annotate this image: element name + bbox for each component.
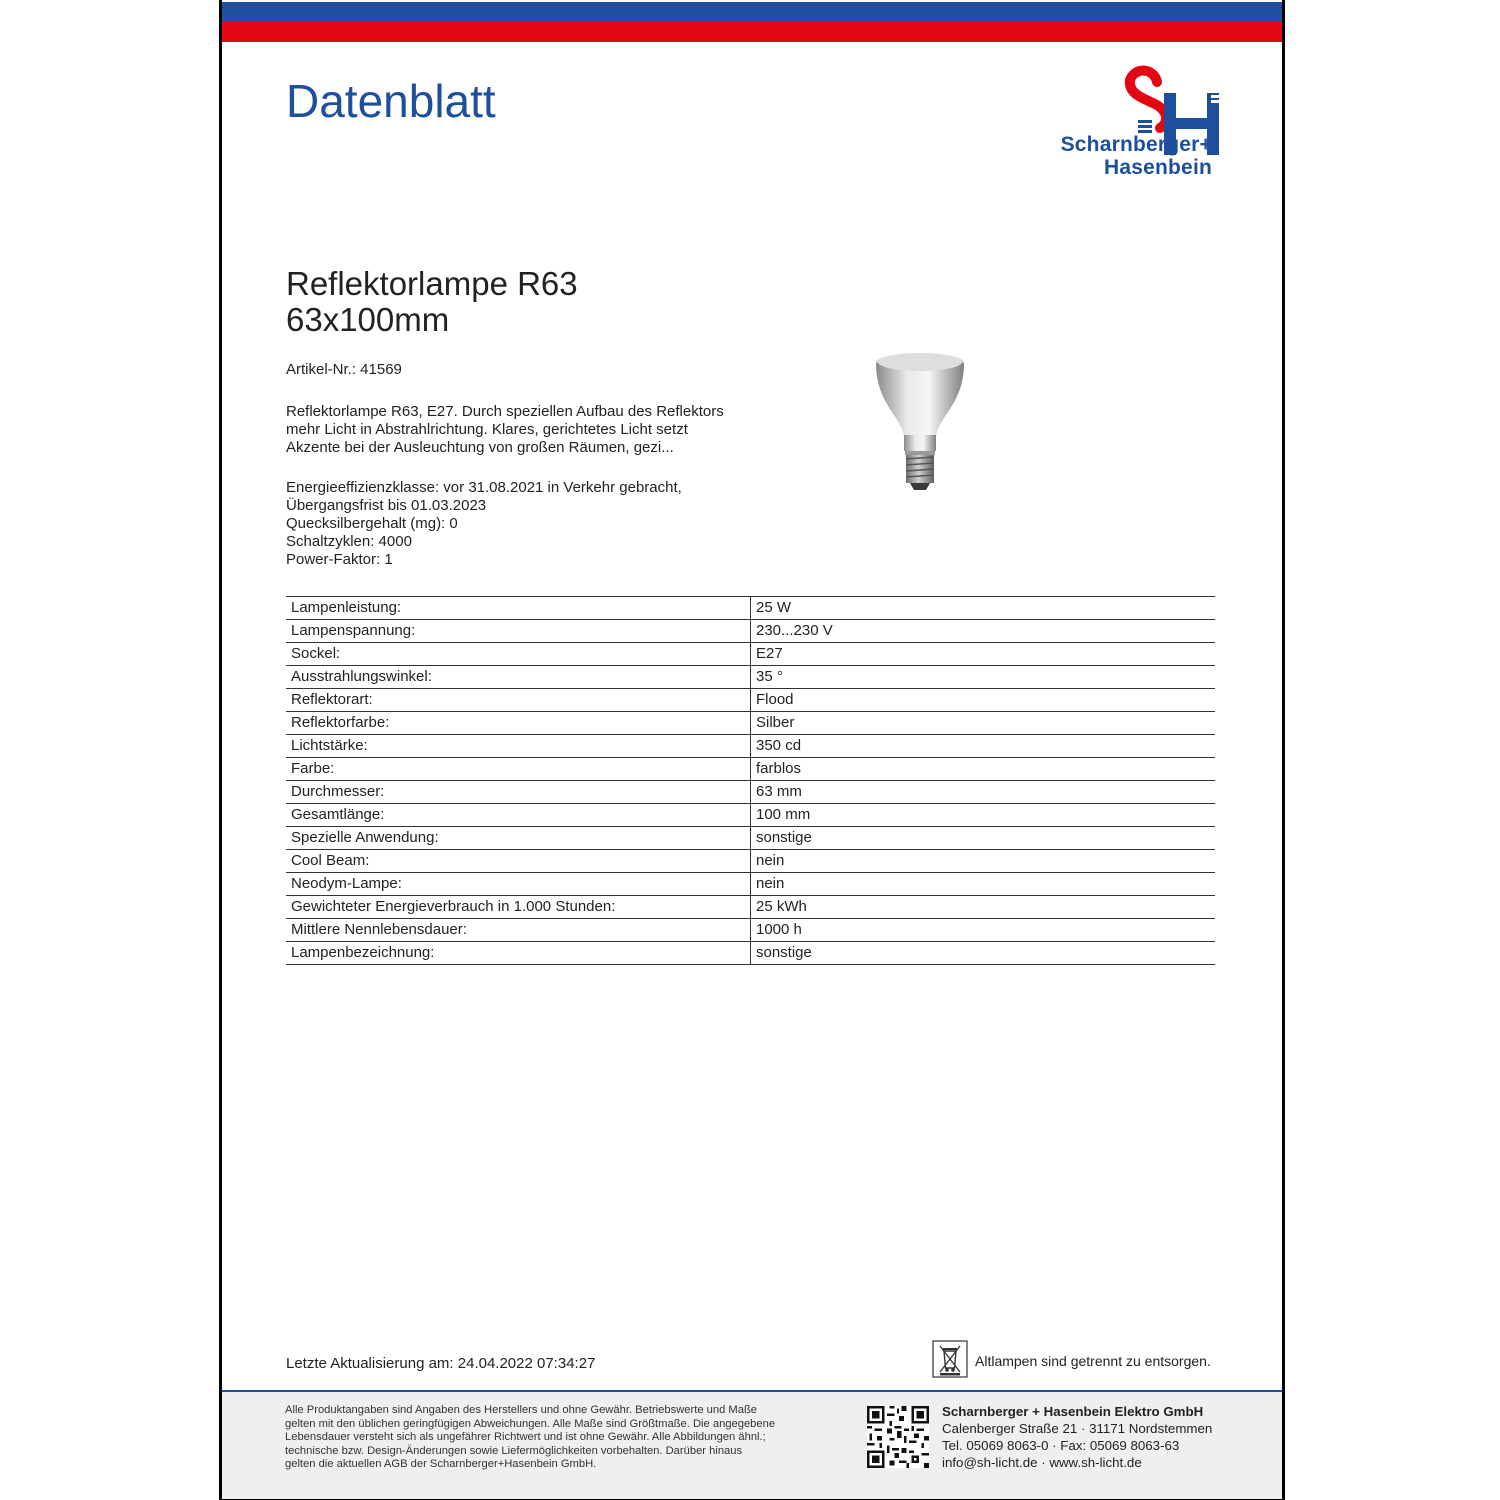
spec-label: Mittlere Nennlebensdauer: [286,919,751,942]
spec-value: 230...230 V [751,620,1216,643]
company-name: Scharnberger + Hasenbein Elektro GmbH [942,1404,1204,1419]
table-row [286,850,1215,873]
datasheet-page [219,0,1285,1500]
spec-value: sonstige [751,827,1216,850]
product-properties [286,479,756,569]
property-line: Schaltzyklen: 4000 [286,533,412,550]
spec-value: 350 cd [751,735,1216,758]
property-line: Energieeffizienzklasse: vor 31.08.2021 in Verkehr gebracht, [286,479,682,496]
table-row [286,804,1215,827]
logo-wordmark [984,133,1212,179]
spec-value: sonstige [751,942,1216,965]
product-description [286,403,756,457]
disclaimer-line: gelten mit den üblichen geringfügigen Abweichungen. Alle Maße sind Größtmaße. Die angegebene [285,1417,776,1430]
spec-label: Reflektorart: [286,689,751,712]
product-title [286,266,578,338]
spec-label: Lampenleistung: [286,597,751,620]
disclaimer-line: gelten die aktuellen AGB der Scharnberger+Hasenbein GmbH. [285,1458,597,1471]
spec-label: Ausstrahlungswinkel: [286,666,751,689]
spec-label: Spezielle Anwendung: [286,827,751,850]
company-web: info@sh-licht.de · www.sh-licht.de [942,1455,1142,1470]
document-title: Datenblatt [286,75,496,127]
header-stripe-red [222,22,1282,42]
product-title-line-2: 63x100mm [286,301,450,338]
description-line: Akzente bei der Ausleuchtung von großen Räumen, gezi... [286,439,674,456]
spec-value: farblos [751,758,1216,781]
table-row [286,597,1215,620]
header-stripe-blue [222,2,1282,22]
logo-line-2: Hasenbein [1104,156,1212,179]
spec-value: 25 kWh [751,896,1216,919]
table-row [286,781,1215,804]
article-number: Artikel-Nr.: 41569 [286,361,402,378]
spec-value: Flood [751,689,1216,712]
description-line: Reflektorlampe R63, E27. Durch speziellen Aufbau des Reflektors [286,403,724,420]
company-contact [942,1403,1212,1471]
table-row [286,620,1215,643]
spec-value: 100 mm [751,804,1216,827]
spec-label: Neodym-Lampe: [286,873,751,896]
last-updated: Letzte Aktualisierung am: 24.04.2022 07:34:27 [286,1355,596,1372]
spec-label: Lampenspannung: [286,620,751,643]
disclaimer-line: technische bzw. Design-Änderungen sowie Liefermöglichkeiten vorbehalten. Darüber hinaus [285,1444,743,1457]
description-line: mehr Licht in Abstrahlrichtung. Klares, gerichtetes Licht setzt [286,421,688,438]
page-footer [222,1390,1282,1499]
table-row [286,873,1215,896]
lamp-image [872,349,968,494]
property-line: Power-Faktor: 1 [286,551,393,568]
spec-value: 63 mm [751,781,1216,804]
table-row [286,712,1215,735]
spec-label: Gesamtlänge: [286,804,751,827]
spec-value: 35 ° [751,666,1216,689]
table-row [286,919,1215,942]
product-title-line-1: Reflektorlampe R63 [286,265,578,302]
legal-disclaimer [285,1404,835,1472]
table-row [286,643,1215,666]
spec-value: 25 W [751,597,1216,620]
spec-value: Silber [751,712,1216,735]
table-row [286,666,1215,689]
crossed-bin-icon [932,1340,968,1378]
spec-value: nein [751,850,1216,873]
company-address: Calenberger Straße 21 · 31171 Nordstemmen [942,1421,1213,1436]
table-row [286,827,1215,850]
spec-label: Lampenbezeichnung: [286,942,751,965]
spec-value: E27 [751,643,1216,666]
table-row [286,689,1215,712]
spec-label: Farbe: [286,758,751,781]
spec-label: Durchmesser: [286,781,751,804]
spec-label: Gewichteter Energieverbrauch in 1.000 Stunden: [286,896,751,919]
table-row [286,758,1215,781]
property-line: Übergangsfrist bis 01.03.2023 [286,497,487,514]
qr-code-icon [867,1406,929,1468]
spec-value: 1000 h [751,919,1216,942]
spec-label: Sockel: [286,643,751,666]
specifications-table [286,596,1215,965]
table-row [286,942,1215,965]
disclaimer-line: Alle Produktangaben sind Angaben des Herstellers und ohne Gewähr. Betriebswerte und Maße [285,1404,758,1416]
disposal-note: Altlampen sind getrennt zu entsorgen. [975,1353,1211,1369]
table-row [286,735,1215,758]
spec-label: Cool Beam: [286,850,751,873]
spec-label: Reflektorfarbe: [286,712,751,735]
company-phone: Tel. 05069 8063-0 · Fax: 05069 8063-63 [942,1438,1180,1453]
table-row [286,896,1215,919]
spec-label: Lichtstärke: [286,735,751,758]
property-line: Quecksilbergehalt (mg): 0 [286,515,458,532]
disclaimer-line: Lebensdauer versteht sich als ungefährer Richtwert und ist ohne Gewähr. Alle Abbildungen ähnl.; [285,1431,766,1444]
logo-line-1: Scharnberger+ [1060,133,1212,156]
spec-value: nein [751,873,1216,896]
